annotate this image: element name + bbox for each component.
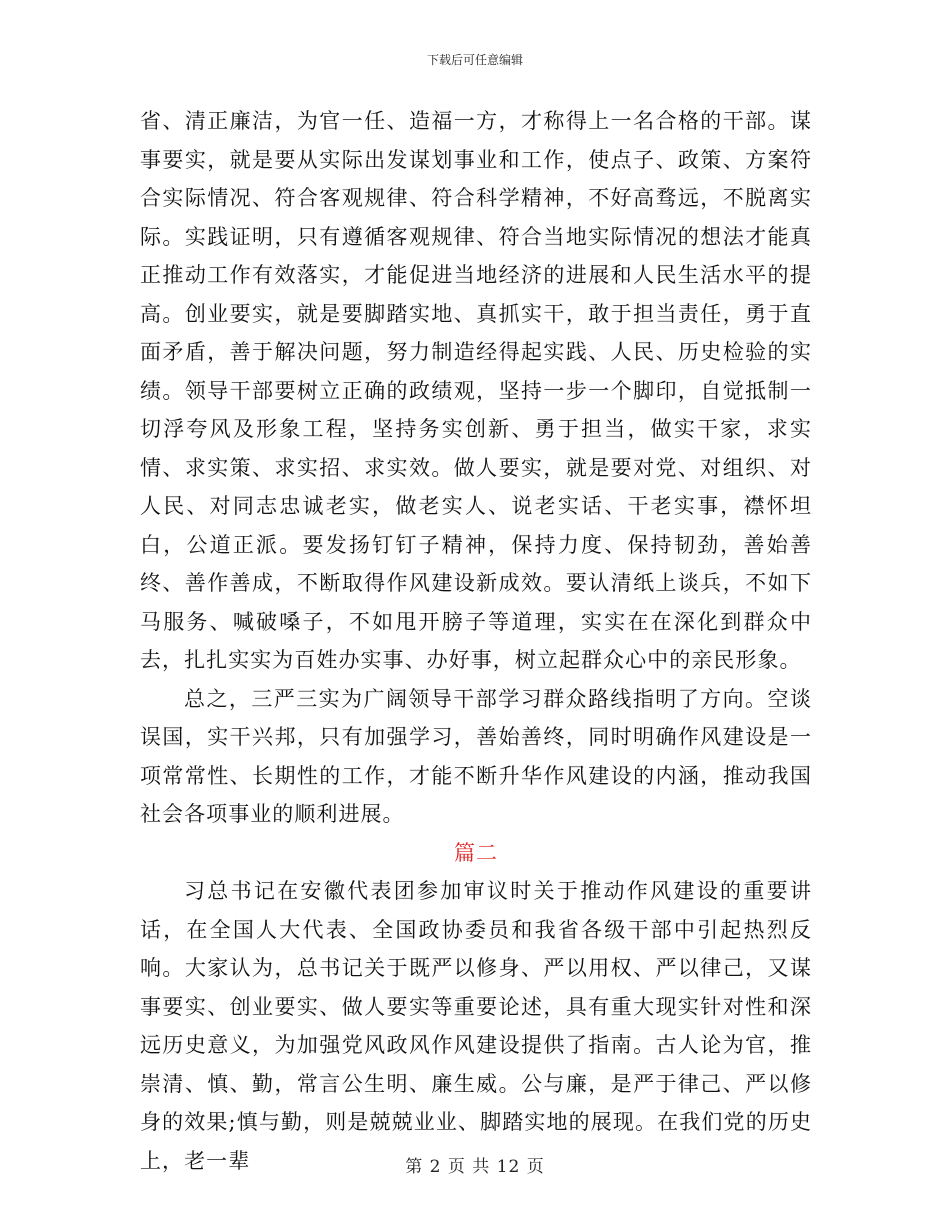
paragraph-continued: 省、清正廉洁，为官一任、造福一方，才称得上一名合格的干部。谋事要实，就是要从实际出发谋划事业和工作，使点子、政策、方案符合实际情况、符合客观规律、符合科学精神，不好高骛远，不脱离实际。实践证明，只有遵循客观规律、符合当地实际情况的想法才能真正推动工作有效落实，才能促进当地经济的进展和人民生活水平的提高。创业要实，就是要脚踏实地、真抓实干，敢于担当责任，勇于直面矛盾，善于解决问题，努力制造经得起实践、人民、历史检验的实绩。领导干部要树立正确的政绩观，坚持一步一个脚印，自觉抵制一切浮夸风及形象工程，坚持务实创新、勇于担当，做实干家，求实情、求实策、求实招、求实效。做人要实，就是要对党、对组织、对人民、对同志忠诚老实，做老实人、说老实话、干老实事，襟怀坦白，公道正派。要发扬钉钉子精神，保持力度、保持韧劲，善始善终、善作善成，不断取得作风建设新成效。要认清纸上谈兵，不如下马服务、喊破嗓子，不如甩开膀子等道理，实实在在深化到群众中去，扎扎实实为百姓办实事、办好事，树立起群众心中的亲民形象。 (140, 109, 812, 672)
page-number-footer: 第 2 页 共 12 页 (405, 1157, 545, 1177)
section-title: 篇二 (454, 840, 498, 865)
paragraph-section-two: 习总书记在安徽代表团参加审议时关于推动作风建设的重要讲话，在全国人大代表、全国政协委员和我省各级干部中引起热烈反响。大家认为，总书记关于既严以修身、严以用权、严以律己，又谋事要实、创业要实、做人要实等重要论述，具有重大现实针对性和深远历史意义，为加强党风政风作风建设提供了指南。古人论为官，推崇清、慎、勤，常言公生明、廉生威。公与廉，是严于律己、严以修身的效果;慎与勤，则是兢兢业业、脚踏实地的展现。在我们党的历史上，老一辈 (140, 879, 812, 1173)
document-body (140, 102, 812, 1180)
page-header: 下载后可任意编辑 (426, 53, 523, 67)
paragraph-conclusion: 总之，三严三实为广阔领导干部学习群众路线指明了方向。空谈误国，实干兴邦，只有加强学习，善始善终，同时明确作风建设是一项常常性、长期性的工作，才能不断升华作风建设的内涵，推动我国社会各项事业的顺利进展。 (140, 686, 812, 826)
